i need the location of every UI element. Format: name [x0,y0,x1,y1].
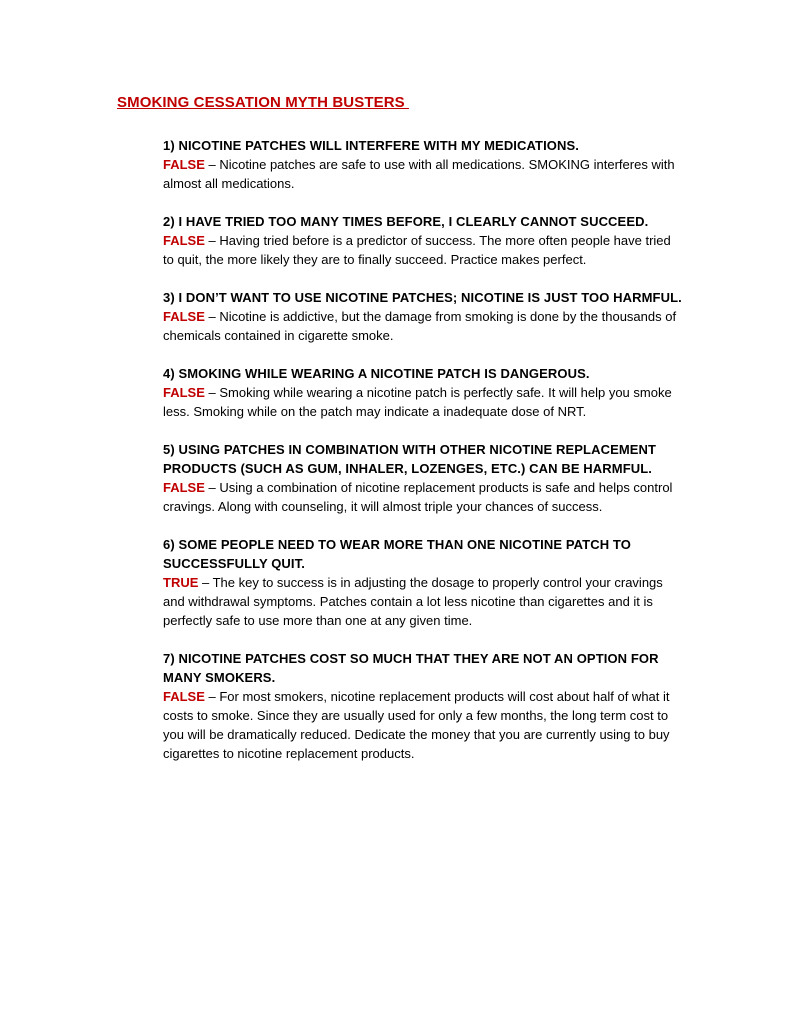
verdict-label: FALSE [163,385,205,400]
myth-answer [163,155,683,193]
myth-explanation: – Nicotine is addictive, but the damage from smoking is done by the thousands of chemicals contained in cigarette smoke. [163,309,677,343]
myth-answer [163,307,683,345]
myth-item-5 [163,440,683,516]
myth-item-7 [163,649,683,763]
myth-heading: 5) USING PATCHES IN COMBINATION WITH OTHER NICOTINE REPLACEMENT PRODUCTS (SUCH AS GUM, INHALER, LOZENGES, ETC.) CAN BE HARMFUL. [163,442,657,476]
myth-item-3 [163,288,683,345]
verdict-label: FALSE [163,233,205,248]
myth-explanation: – Smoking while wearing a nicotine patch is perfectly safe. It will help you smoke less. Smoking while on the patch may indicate a inadequate dose of NRT. [163,385,672,419]
myth-explanation: – Nicotine patches are safe to use with all medications. SMOKING interferes with almost all medications. [163,157,675,191]
myth-explanation: – Having tried before is a predictor of success. The more often people have tried to quit, the more likely they are to finally succeed. Practice makes perfect. [163,233,671,267]
myth-answer [163,687,683,763]
myth-heading: 4) SMOKING WHILE WEARING A NICOTINE PATCH IS DANGEROUS. [163,366,590,381]
myth-item-1 [163,136,683,193]
myth-heading: 7) NICOTINE PATCHES COST SO MUCH THAT THEY ARE NOT AN OPTION FOR MANY SMOKERS. [163,651,659,685]
verdict-label: FALSE [163,689,205,704]
verdict-label: FALSE [163,309,205,324]
verdict-label: FALSE [163,157,205,172]
myth-heading: 2) I HAVE TRIED TOO MANY TIMES BEFORE, I CLEARLY CANNOT SUCCEED. [163,214,649,229]
myth-explanation: – For most smokers, nicotine replacement products will cost about half of what it costs to smoke. Since they are usually used for only a few months, the long term cost to you will be dramatically reduced. Dedicate the money that you are currently using to buy cigarettes to nicotine replacement products. [163,689,670,761]
myth-answer [163,383,683,421]
myth-heading: 3) I DON’T WANT TO USE NICOTINE PATCHES; NICOTINE IS JUST TOO HARMFUL. [163,290,682,305]
verdict-label: TRUE [163,575,199,590]
myth-heading: 6) SOME PEOPLE NEED TO WEAR MORE THAN ONE NICOTINE PATCH TO SUCCESSFULLY QUIT. [163,537,631,571]
myth-heading: 1) NICOTINE PATCHES WILL INTERFERE WITH MY MEDICATIONS. [163,138,579,153]
myth-answer [163,231,683,269]
myth-explanation: – The key to success is in adjusting the dosage to properly control your cravings and withdrawal symptoms. Patches contain a lot less nicotine than cigarettes and it is perfectly safe to use more than one at any given time. [163,575,663,628]
page-title: SMOKING CESSATION MYTH BUSTERS [117,94,410,111]
myth-item-2 [163,212,683,269]
myth-explanation: – Using a combination of nicotine replacement products is safe and helps control cravings. Along with counseling, it will almost triple your chances of success. [163,480,673,514]
verdict-label: FALSE [163,480,205,495]
myth-item-4 [163,364,683,421]
myth-item-6 [163,535,683,630]
myth-answer [163,573,683,630]
myth-list [163,136,683,782]
myth-answer [163,478,683,516]
